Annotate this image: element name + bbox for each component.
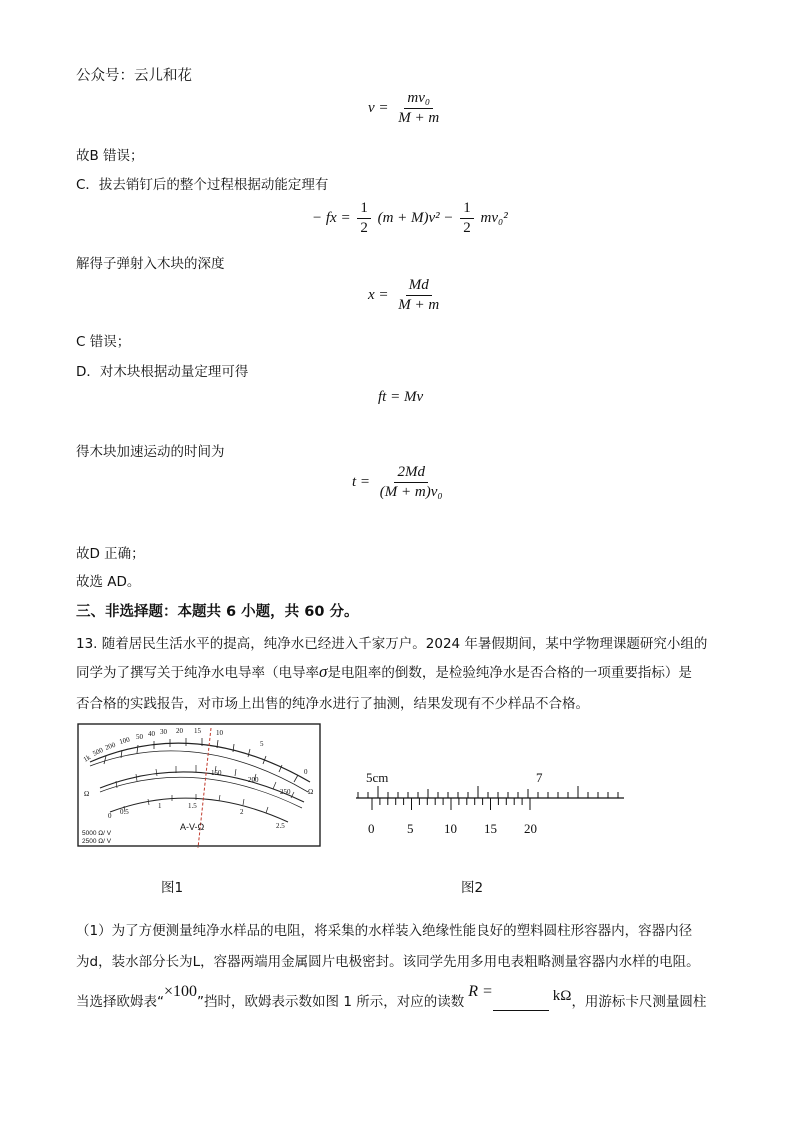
mid-tick-label: 250	[280, 788, 291, 796]
figure1-caption: 图1	[161, 880, 184, 896]
part1-line1: （1）为了方便测量纯净水样品的电阻，将采集的水样装入绝缘性能良好的塑料圆柱形容器内，容器内径	[76, 923, 693, 939]
q13-line2a: 同学为了撰写关于纯净水电导率（电导率	[76, 665, 319, 681]
dial-spec-label: 2500 Ω/ V	[82, 838, 112, 845]
ohm-tick-label: 10	[216, 729, 223, 737]
unit-label: kΩ	[552, 988, 572, 1004]
equation-time	[352, 464, 449, 502]
ohm-tick-label: 40	[148, 730, 155, 738]
eq2-half-den: 2	[360, 220, 368, 237]
ohm-tick-label: 15	[194, 727, 201, 735]
ohm-tick-label: 5	[260, 740, 264, 748]
ohm-tick-label: 0	[304, 768, 308, 776]
section-heading: 三、非选择题：本题共 6 小题，共 60 分。	[76, 604, 359, 620]
eq1-num: mv₀	[404, 90, 433, 109]
part1-line3	[76, 983, 707, 1011]
vernier-caliper-figure	[350, 770, 635, 840]
vernier-label: 0	[368, 821, 375, 836]
q13-line2b: 是电阻率的倒数，是检验纯净水是否合格的一项重要指标）是	[327, 665, 692, 681]
equation-velocity	[368, 90, 445, 128]
q13-line2	[76, 661, 692, 682]
ohm-tick-label: 20	[176, 727, 183, 735]
part1-line3c: ，用游标卡尺测量圆柱	[571, 994, 707, 1010]
figure2-caption: 图2	[461, 880, 484, 896]
sigma-symbol: σ	[319, 662, 328, 681]
line-depth-intro: 解得子弹射入木块的深度	[76, 256, 225, 272]
part1-line2: 为d，装水部分长为L，容器两端用金属圆片电极密封。该同学先用多用电表粗略测量容器内水样的电阻。	[76, 954, 700, 970]
eq1-lhs: v =	[368, 100, 389, 117]
ohm-tick-label: 100	[118, 735, 131, 746]
range-label: ×100	[164, 983, 198, 1000]
mid-tick-label: 200	[248, 776, 259, 784]
line-c-wrong: C 错误；	[76, 334, 131, 350]
eq1-den: M + m	[398, 110, 440, 127]
dial-spec-label: 5000 Ω/ V	[82, 830, 112, 837]
main-scale-label: 7	[536, 770, 543, 785]
line-d-intro: D．对木块根据动量定理可得	[76, 364, 249, 380]
multimeter-dial-figure	[76, 722, 324, 850]
mid-tick-label: 150	[211, 769, 222, 777]
eq3-num: Md	[406, 277, 432, 296]
vernier-label: 5	[407, 821, 414, 836]
low-tick-label: 2	[240, 808, 244, 816]
eq5-lhs: t =	[352, 474, 371, 491]
vernier-label: 10	[444, 821, 457, 836]
eq2-half-num: 1	[357, 200, 371, 219]
eq3-den: M + m	[398, 297, 440, 314]
eq2-half-den-2: 2	[463, 220, 471, 237]
eq2-mid: (m + M)v² −	[377, 210, 454, 227]
vernier-label: 15	[484, 821, 497, 836]
main-scale-ticks	[358, 786, 618, 798]
equation-momentum: ft = Mv	[378, 389, 424, 405]
ohm-symbol-label-left: Ω	[84, 790, 90, 798]
ohm-tick-label: 1k	[82, 753, 93, 764]
eq3-lhs: x =	[368, 287, 389, 304]
line-d-right: 故D 正确；	[76, 546, 145, 562]
line-time-intro: 得木块加速运动的时间为	[76, 444, 225, 460]
line-c-intro: C．拔去销钉后的整个过程根据动能定理有	[76, 177, 329, 193]
answer-blank[interactable]	[493, 996, 549, 1011]
part1-line3b: ”挡时，欧姆表示数如图 1 所示，对应的读数	[197, 994, 465, 1010]
low-tick-label: 1.5	[188, 802, 197, 810]
equation-energy	[312, 200, 508, 238]
low-tick-label: 2.5	[276, 822, 285, 830]
vernier-scale-ticks	[372, 798, 530, 810]
line-b-wrong: 故B 错误；	[76, 148, 144, 164]
line-answer: 故选 AD。	[76, 574, 141, 590]
ohm-symbol-label: Ω	[308, 788, 314, 796]
eq2-tail: mv₀²	[480, 210, 508, 227]
main-scale-label: 5cm	[366, 770, 389, 785]
eq2-half-num-2: 1	[460, 200, 474, 219]
low-tick-label: 0	[108, 812, 112, 820]
eq2-lhs: − fx =	[312, 210, 351, 227]
part1-line3a: 当选择欧姆表“	[76, 994, 164, 1010]
ohm-tick-label: 50	[136, 733, 143, 741]
dial-center-label: A-V-Ω	[180, 822, 205, 832]
vernier-label: 20	[524, 821, 537, 836]
q13-line3: 否合格的实践报告，对市场上出售的纯净水进行了抽测，结果发现有不少样品不合格。	[76, 696, 589, 712]
resistance-symbol: R =	[468, 983, 493, 1000]
eq5-num: 2Md	[394, 464, 428, 483]
ohm-tick-label: 200	[103, 740, 117, 752]
ohm-tick-label: 500	[91, 746, 105, 758]
equation-depth	[368, 277, 445, 315]
low-tick-label: 0.5	[120, 808, 129, 816]
ohm-tick-label: 30	[160, 728, 167, 736]
q13-line1: 13. 随着居民生活水平的提高，纯净水已经进入千家万户。2024 年暑假期间，某中学物理课题研究小组的	[76, 636, 708, 652]
header-text: 公众号：云儿和花	[76, 68, 192, 84]
eq5-den: (M + m)v₀	[379, 484, 443, 501]
low-tick-label: 1	[158, 802, 162, 810]
